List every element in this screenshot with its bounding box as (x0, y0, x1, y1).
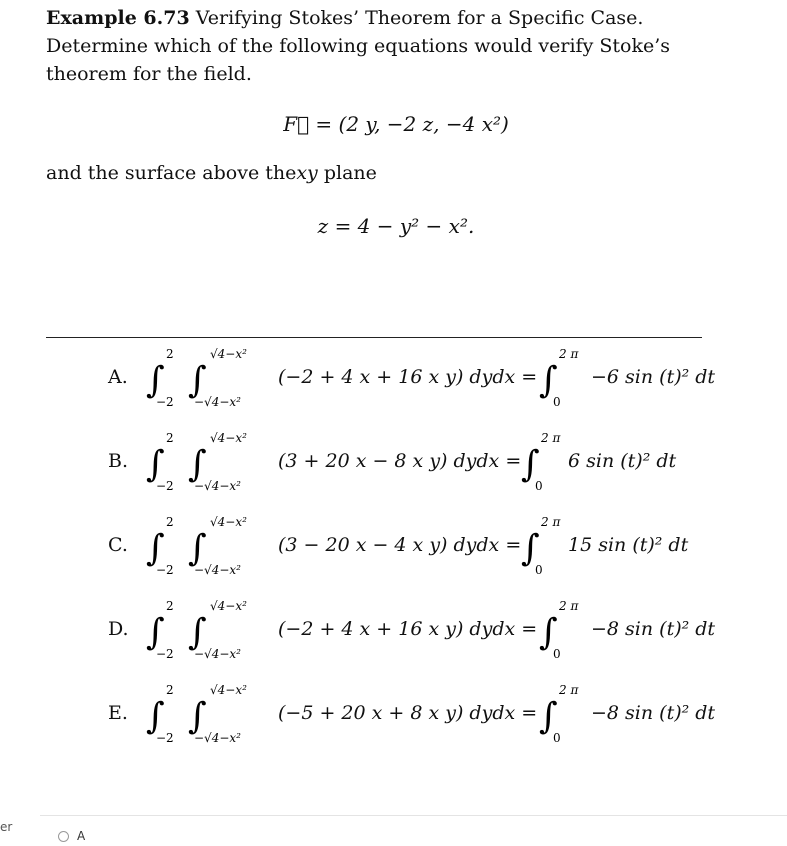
integrand: (3 + 20 x − 8 x y) dydx = (278, 450, 522, 472)
outer-upper-limit: 2 (166, 431, 174, 445)
inner-integral-sign: ∫ (188, 696, 207, 737)
problem-intro (46, 4, 726, 88)
rhs-integral-sign: ∫ (521, 444, 540, 485)
rhs-lower-limit: 0 (553, 647, 561, 661)
rhs-lower-limit: 0 (553, 395, 561, 409)
outer-integral-sign: ∫ (146, 612, 165, 653)
outer-integral-sign: ∫ (146, 528, 165, 569)
rhs-lower-limit: 0 (535, 563, 543, 577)
double-integral (140, 428, 275, 498)
outer-integral-sign: ∫ (146, 444, 165, 485)
outer-upper-limit: 2 (166, 683, 174, 697)
rhs-upper-limit: 2 π (559, 599, 579, 613)
example-heading: Verifying Stokes’ Theorem for a Specific Case. (195, 7, 644, 29)
outer-lower-limit: −2 (156, 563, 174, 577)
inner-integral-sign: ∫ (188, 444, 207, 485)
integrand: (−2 + 4 x + 16 x y) dydx = (278, 366, 538, 388)
footer-divider (40, 815, 787, 816)
rhs-integral-sign: ∫ (539, 696, 558, 737)
integrand: (−5 + 20 x + 8 x y) dydx = (278, 702, 538, 724)
outer-upper-limit: 2 (166, 347, 174, 361)
example-body: Determine which of the following equations would verify Stoke’s theorem for the field. (46, 35, 671, 85)
rhs-upper-limit: 2 π (541, 431, 561, 445)
surface-plane: xy (296, 162, 318, 184)
example-title: Example 6.73 (46, 7, 190, 29)
line-integral (537, 680, 597, 750)
outer-lower-limit: −2 (156, 647, 174, 661)
rhs-integral-sign: ∫ (539, 612, 558, 653)
rhs-integral-sign: ∫ (521, 528, 540, 569)
surface-text: and the surface above the (46, 162, 297, 184)
double-integral (140, 512, 275, 582)
inner-lower-limit: −√4−x² (194, 731, 241, 745)
answer-option-label: A (77, 829, 86, 843)
integrand: (−2 + 4 x + 16 x y) dydx = (278, 618, 538, 640)
field-equation: F⃗ = (2 y, −2 z, −4 x²) (283, 112, 509, 136)
rhs-expression: −8 sin (t)² dt (591, 618, 716, 640)
inner-integral-sign: ∫ (188, 360, 207, 401)
rhs-upper-limit: 2 π (559, 347, 579, 361)
inner-upper-limit: √4−x² (210, 683, 247, 697)
choice-e (0, 680, 787, 766)
double-integral (140, 680, 275, 750)
outer-lower-limit: −2 (156, 479, 174, 493)
rhs-integral-sign: ∫ (539, 360, 558, 401)
choice-letter: E. (108, 702, 128, 724)
inner-lower-limit: −√4−x² (194, 395, 241, 409)
choice-b (0, 428, 787, 514)
inner-upper-limit: √4−x² (210, 599, 247, 613)
divider (46, 337, 702, 338)
rhs-expression: −6 sin (t)² dt (591, 366, 716, 388)
outer-upper-limit: 2 (166, 599, 174, 613)
choice-d (0, 596, 787, 682)
surface-suffix: plane (317, 162, 377, 184)
inner-lower-limit: −√4−x² (194, 563, 241, 577)
rhs-upper-limit: 2 π (559, 683, 579, 697)
rhs-expression: 6 sin (t)² dt (568, 450, 677, 472)
radio-button[interactable] (58, 831, 69, 842)
choice-c (0, 512, 787, 598)
inner-upper-limit: √4−x² (210, 347, 247, 361)
outer-lower-limit: −2 (156, 395, 174, 409)
rhs-expression: 15 sin (t)² dt (568, 534, 689, 556)
outer-upper-limit: 2 (166, 515, 174, 529)
surface-description (46, 162, 377, 184)
choice-letter: B. (108, 450, 129, 472)
choice-letter: D. (108, 618, 129, 640)
line-integral (537, 596, 597, 666)
integrand: (3 − 20 x − 4 x y) dydx = (278, 534, 522, 556)
choice-a (0, 344, 787, 430)
rhs-lower-limit: 0 (535, 479, 543, 493)
inner-integral-sign: ∫ (188, 528, 207, 569)
outer-integral-sign: ∫ (146, 360, 165, 401)
rhs-expression: −8 sin (t)² dt (591, 702, 716, 724)
answer-option-a[interactable] (58, 829, 85, 843)
inner-upper-limit: √4−x² (210, 431, 247, 445)
rhs-upper-limit: 2 π (541, 515, 561, 529)
double-integral (140, 596, 275, 666)
surface-equation: z = 4 − y² − x². (317, 214, 475, 238)
inner-lower-limit: −√4−x² (194, 479, 241, 493)
outer-lower-limit: −2 (156, 731, 174, 745)
inner-upper-limit: √4−x² (210, 515, 247, 529)
side-tab[interactable]: er (0, 820, 13, 834)
outer-integral-sign: ∫ (146, 696, 165, 737)
inner-integral-sign: ∫ (188, 612, 207, 653)
double-integral (140, 344, 275, 414)
choice-letter: A. (108, 366, 128, 388)
line-integral (537, 344, 597, 414)
inner-lower-limit: −√4−x² (194, 647, 241, 661)
choice-letter: C. (108, 534, 128, 556)
rhs-lower-limit: 0 (553, 731, 561, 745)
